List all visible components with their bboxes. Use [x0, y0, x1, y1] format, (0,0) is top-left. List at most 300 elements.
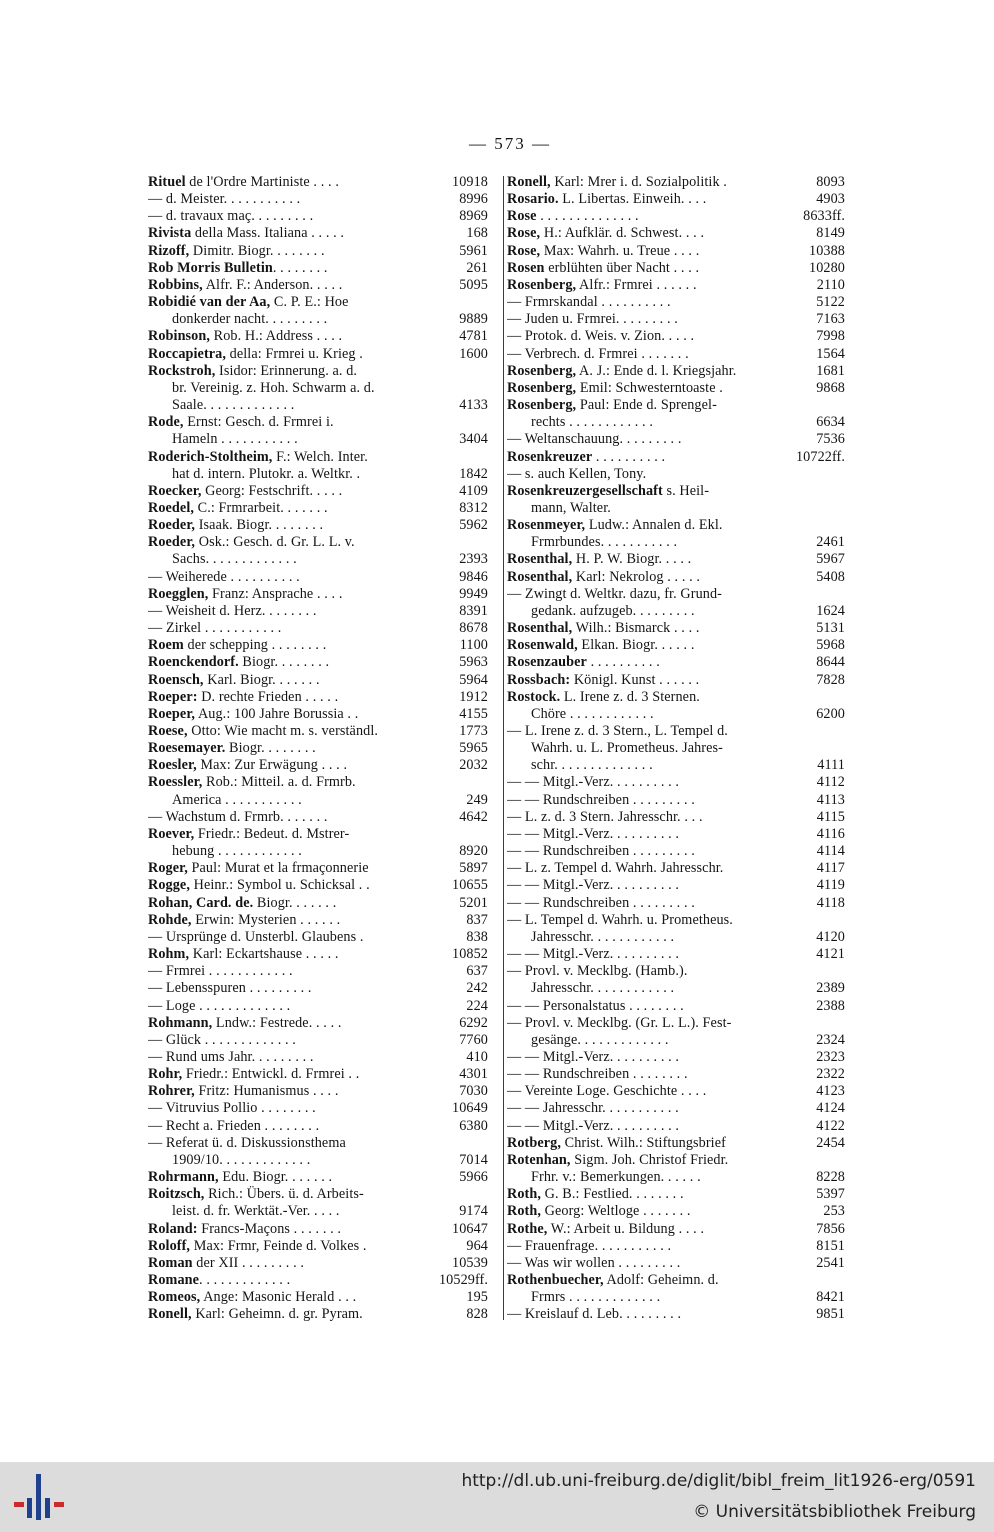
entry-text — [148, 1238, 488, 1255]
entry-text — [507, 294, 845, 311]
entry-number: 1912 — [456, 689, 488, 706]
index-entry — [148, 551, 488, 568]
entry-heading: Rotenhan, — [507, 1151, 571, 1168]
index-entry — [507, 603, 845, 620]
entry-text — [507, 1100, 845, 1117]
entry-text — [507, 637, 845, 654]
entry-title: hat d. intern. Plutokr. a. Weltkr. . — [172, 465, 361, 482]
entry-title: — Weiherede . . . . . . . . . . — [148, 568, 300, 585]
entry-heading: Roeder, — [148, 517, 196, 534]
entry-number: 4109 — [456, 483, 488, 500]
entry-number: 7536 — [813, 431, 845, 448]
entry-heading: Rosenkreuzer — [507, 448, 593, 465]
entry-text — [507, 654, 845, 671]
entry-number: 828 — [463, 1306, 488, 1323]
entry-text — [507, 963, 845, 980]
entry-text — [507, 431, 845, 448]
entry-number: 4133 — [456, 397, 488, 414]
index-entry — [507, 1135, 845, 1152]
entry-text — [148, 1289, 488, 1306]
index-entry — [507, 1083, 845, 1100]
index-entry — [507, 929, 845, 946]
entry-number: 964 — [463, 1238, 488, 1255]
index-entry — [507, 569, 845, 586]
index-entry — [507, 1100, 845, 1117]
entry-number: 4116 — [814, 826, 845, 843]
entry-number: 410 — [463, 1049, 488, 1066]
index-entry — [148, 963, 488, 980]
entry-number: 7163 — [813, 311, 845, 328]
index-entry — [148, 877, 488, 894]
entry-heading: Rose, — [507, 242, 541, 259]
entry-heading: Rosario. — [507, 191, 559, 208]
footer-bar — [0, 1462, 994, 1532]
entry-title: — Lebensspuren . . . . . . . . . — [148, 980, 312, 997]
entry-text — [148, 826, 488, 843]
entry-heading: Romane — [148, 1272, 200, 1288]
index-entry — [507, 877, 845, 894]
entry-text — [148, 260, 488, 277]
entry-title: — — Rundschreiben . . . . . . . . . — [507, 843, 695, 860]
index-entry — [507, 174, 845, 191]
entry-title: — — Personalstatus . . . . . . . . — [507, 997, 684, 1014]
entry-number: 5095 — [456, 277, 488, 294]
index-entry — [148, 1066, 488, 1083]
entry-number: 7856 — [813, 1221, 845, 1238]
entry-heading: Rothenbuecher, — [507, 1272, 604, 1288]
entry-text — [507, 1135, 845, 1152]
index-entry — [507, 809, 845, 826]
index-entry — [507, 431, 845, 448]
entry-title: Hameln . . . . . . . . . . . — [172, 431, 298, 448]
entry-title: Jahresschr. . . . . . . . . . . . — [531, 928, 675, 945]
entry-title: Friedr.: Entwickl. d. Frmrei . . — [182, 1066, 360, 1083]
index-entry — [507, 946, 845, 963]
entry-text — [148, 809, 488, 826]
index-entry — [148, 311, 488, 328]
index-entry — [507, 757, 845, 774]
entry-number: 10649 — [449, 1100, 488, 1117]
entry-heading: Rituel — [148, 174, 186, 190]
entry-title: America . . . . . . . . . . . — [172, 791, 302, 808]
entry-text — [148, 1135, 488, 1152]
entry-title: . . . . . . . . . . — [592, 448, 666, 465]
index-entry — [148, 1255, 488, 1272]
entry-text — [531, 706, 845, 723]
entry-title: Friedr.: Bedeut. d. Mstrer- — [194, 825, 350, 842]
entry-text — [148, 946, 488, 963]
entry-text — [507, 363, 845, 380]
entry-heading: Rosenberg, — [507, 379, 577, 396]
entry-title: — Provl. v. Mecklbg. (Hamb.). — [507, 963, 688, 980]
entry-text — [172, 397, 488, 414]
entry-title: Frmrbundes. . . . . . . . . . . — [531, 534, 678, 551]
index-entry — [507, 586, 845, 603]
entry-title: Wilh.: Bismarck . . . . — [572, 620, 700, 637]
entry-text — [172, 431, 488, 448]
index-entry — [148, 277, 488, 294]
entry-heading: Roever, — [148, 825, 195, 842]
entry-number: 7030 — [456, 1083, 488, 1100]
entry-text — [507, 277, 845, 294]
entry-text — [507, 1255, 845, 1272]
entry-title: F.: Welch. Inter. — [272, 448, 368, 465]
entry-text — [148, 637, 488, 654]
entry-heading: Rosenwald, — [507, 637, 578, 654]
entry-text — [148, 346, 488, 363]
index-entry — [507, 466, 845, 483]
index-entry — [148, 397, 488, 414]
index-entry — [148, 208, 488, 225]
index-entry — [148, 328, 488, 345]
entry-title: — d. travaux maç. . . . . . . . . — [148, 208, 314, 225]
entry-text — [172, 1152, 488, 1169]
entry-text — [531, 603, 845, 620]
index-entry — [507, 1306, 845, 1323]
entry-text — [531, 414, 845, 431]
entry-title: Biogr. . . . . . . . — [238, 654, 330, 671]
index-entry — [507, 740, 845, 757]
entry-title: G. B.: Festlied. . . . . . . . — [541, 1186, 684, 1203]
entry-text — [148, 1015, 488, 1032]
entry-text — [148, 723, 488, 740]
entry-text — [148, 860, 488, 877]
entry-title: Rob.: Mitteil. a. d. Frmrb. — [202, 774, 356, 791]
entry-text — [531, 1032, 845, 1049]
entry-heading: Rosenberg, — [507, 276, 577, 293]
entry-number: 10388 — [806, 243, 845, 260]
entry-text — [507, 1152, 845, 1169]
entry-number: 637 — [463, 963, 488, 980]
entry-number: 2324 — [813, 1032, 845, 1049]
index-entry — [507, 1238, 845, 1255]
entry-text — [507, 689, 845, 706]
entry-title: Georg: Weltloge . . . . . . . — [541, 1203, 691, 1220]
entry-number: 1624 — [813, 603, 845, 620]
entry-text — [172, 1203, 488, 1220]
entry-title: — — Rundschreiben . . . . . . . . — [507, 1066, 688, 1083]
entry-text — [507, 1083, 845, 1100]
entry-number: 6380 — [456, 1118, 488, 1135]
entry-number: 837 — [463, 912, 488, 929]
entry-number: 4119 — [814, 877, 845, 894]
entry-title: Franz: Ansprache . . . . — [208, 585, 343, 602]
index-entry — [148, 912, 488, 929]
entry-title: Karl: Mrer i. d. Sozialpolitik . — [550, 174, 727, 190]
entry-number: 4114 — [814, 843, 845, 860]
entry-text — [507, 672, 845, 689]
entry-text — [148, 328, 488, 345]
entry-number: 6200 — [813, 706, 845, 723]
entry-title: . . . . . . . . . . . . . — [199, 1272, 291, 1288]
entry-title: Max: Frmr, Feinde d. Volkes . — [190, 1237, 367, 1254]
entry-number: 2393 — [456, 551, 488, 568]
index-entry — [148, 569, 488, 586]
index-entry — [148, 517, 488, 534]
entry-text — [507, 843, 845, 860]
entry-heading: Rosenberg, — [507, 397, 577, 414]
entry-title: — Rund ums Jahr. . . . . . . . . — [148, 1048, 314, 1065]
entry-heading: Rohmann, — [148, 1014, 213, 1031]
index-entry — [507, 1118, 845, 1135]
entry-text — [507, 860, 845, 877]
entry-title: — — Mitgl.-Verz. . . . . . . . . . — [507, 774, 680, 791]
entry-text — [531, 757, 845, 774]
entry-title: Karl. Biogr. . . . . . . — [203, 671, 320, 688]
entry-number: 1100 — [457, 637, 488, 654]
index-entry — [148, 826, 488, 843]
entry-text — [148, 483, 488, 500]
entry-heading: Roese, — [148, 723, 188, 739]
entry-heading: Roesler, — [148, 757, 197, 774]
index-entry — [507, 243, 845, 260]
entry-number: 1564 — [813, 346, 845, 363]
index-entry — [507, 328, 845, 345]
entry-title: Max: Wahrh. u. Treue . . . . — [540, 242, 700, 259]
entry-text — [148, 1255, 488, 1272]
entry-number: 4642 — [456, 809, 488, 826]
entry-title: — Weisheit d. Herz. . . . . . . . — [148, 602, 317, 619]
entry-number: 7014 — [456, 1152, 488, 1169]
entry-title: Osk.: Gesch. d. Gr. L. L. v. — [195, 534, 355, 551]
entry-text — [148, 1118, 488, 1135]
entry-text — [507, 174, 845, 191]
index-entry — [148, 414, 488, 431]
index-entry — [507, 792, 845, 809]
entry-title: Sachs. . . . . . . . . . . . . — [172, 551, 297, 568]
index-entry — [507, 534, 845, 551]
entry-title: Christ. Wilh.: Stiftungsbrief — [561, 1134, 726, 1151]
index-entry — [507, 225, 845, 242]
entry-heading: Rosen — [507, 259, 545, 276]
entry-number: 9174 — [456, 1203, 488, 1220]
index-entry — [507, 912, 845, 929]
entry-text — [507, 569, 845, 586]
entry-title: — — Mitgl.-Verz. . . . . . . . . . — [507, 1048, 680, 1065]
entry-text — [148, 1221, 488, 1238]
index-entry — [148, 500, 488, 517]
entry-number: 8996 — [456, 191, 488, 208]
entry-title: — Provl. v. Mecklbg. (Gr. L. L.). Fest- — [507, 1014, 732, 1031]
entry-title: — Protok. d. Weis. v. Zion. . . . . — [507, 328, 695, 345]
entry-text — [148, 363, 488, 380]
entry-title: — — Mitgl.-Verz. . . . . . . . . . — [507, 946, 680, 963]
index-entry — [148, 843, 488, 860]
index-entry — [507, 860, 845, 877]
entry-text — [507, 998, 845, 1015]
ub-freiburg-logo-icon — [14, 1472, 64, 1522]
entry-text — [148, 620, 488, 637]
entry-title: schr. . . . . . . . . . . . . . — [531, 757, 653, 774]
entry-number: 8093 — [813, 174, 845, 191]
entry-number: 8151 — [813, 1238, 845, 1255]
entry-number: 253 — [820, 1203, 845, 1220]
index-entry — [148, 225, 488, 242]
entry-heading: Roccapietra, — [148, 345, 227, 362]
entry-title: der XII . . . . . . . . . — [192, 1254, 305, 1271]
entry-title: . . . . . . . . . . — [586, 654, 660, 671]
entry-text — [507, 946, 845, 963]
entry-number: 10539 — [449, 1255, 488, 1272]
entry-heading: Rotberg, — [507, 1134, 561, 1151]
copyright-notice: © Universitätsbibliothek Freiburg — [693, 1502, 976, 1522]
entry-number: 5897 — [456, 860, 488, 877]
entry-number: 5201 — [456, 895, 488, 912]
index-entry — [507, 637, 845, 654]
entry-title: Saale. . . . . . . . . . . . . — [172, 397, 295, 414]
entry-text — [148, 929, 488, 946]
index-entry — [148, 998, 488, 1015]
entry-text — [507, 895, 845, 912]
entry-title: Aug.: 100 Jahre Borussia . . — [195, 705, 359, 722]
entry-title: C.: Frmrarbeit. . . . . . . — [194, 499, 328, 516]
entry-title: W.: Arbeit u. Bildung . . . . — [547, 1220, 705, 1237]
entry-text — [148, 895, 488, 912]
entry-title: — Frmrei . . . . . . . . . . . . — [148, 963, 293, 980]
entry-title: — Kreislauf d. Leb. . . . . . . . . — [507, 1306, 682, 1323]
entry-number: 5965 — [456, 740, 488, 757]
entry-number: 4113 — [814, 792, 845, 809]
index-entry — [148, 449, 488, 466]
entry-text — [531, 500, 845, 517]
entry-text — [507, 483, 845, 500]
entry-number: 10852 — [449, 946, 488, 963]
entry-text — [148, 654, 488, 671]
entry-text — [172, 551, 488, 568]
entry-number: 6292 — [456, 1015, 488, 1032]
entry-text — [172, 380, 488, 397]
entry-text — [507, 1066, 845, 1083]
index-entry — [148, 706, 488, 723]
entry-heading: Roegglen, — [148, 585, 209, 602]
entry-title: — Referat ü. d. Diskussionsthema — [148, 1134, 346, 1151]
entry-heading: Roem — [148, 637, 184, 654]
entry-title: Elkan. Biogr. . . . . . — [577, 637, 695, 654]
entry-heading: Rohde, — [148, 911, 192, 928]
entry-title: donkerder nacht. . . . . . . . . — [172, 311, 328, 328]
entry-heading: Roeper: — [148, 688, 198, 705]
entry-text — [148, 740, 488, 757]
entry-number: 6634 — [813, 414, 845, 431]
entry-number: 2461 — [813, 534, 845, 551]
index-entry — [148, 654, 488, 671]
entry-number: 5961 — [456, 243, 488, 260]
entry-heading: Rohrer, — [148, 1083, 195, 1100]
index-entry — [148, 672, 488, 689]
index-entry — [148, 1083, 488, 1100]
index-entry — [507, 843, 845, 860]
entry-heading: Rode, — [148, 414, 184, 431]
entry-title: — Frmrskandal . . . . . . . . . . — [507, 294, 671, 311]
entry-text — [507, 466, 845, 483]
entry-title: Wahrh. u. L. Prometheus. Jahres- — [531, 740, 723, 757]
index-entry — [148, 1221, 488, 1238]
entry-number: 7760 — [456, 1032, 488, 1049]
entry-title: Francs-Maçons . . . . . . . — [197, 1220, 342, 1237]
entry-text — [172, 466, 488, 483]
entry-title: . . . . . . . . — [272, 259, 328, 276]
entry-title: C. P. E.: Hoe — [270, 294, 349, 311]
entry-title: — L. Irene z. d. 3 Stern., L. Tempel d. — [507, 723, 728, 739]
entry-title: — Verbrech. d. Frmrei . . . . . . . — [507, 345, 689, 362]
entry-number: 5967 — [813, 551, 845, 568]
entry-text — [148, 225, 488, 242]
entry-number: 7828 — [813, 672, 845, 689]
entry-text — [148, 1049, 488, 1066]
index-entry — [507, 620, 845, 637]
entry-title: Sigm. Joh. Christof Friedr. — [570, 1151, 729, 1168]
entry-number: 10280 — [806, 260, 845, 277]
entry-text — [507, 1221, 845, 1238]
entry-title: Alfr.: Frmrei . . . . . . — [576, 276, 697, 293]
entry-heading: Roeper, — [148, 705, 196, 722]
entry-heading: Roderich-Stoltheim, — [148, 448, 273, 465]
entry-number: 9889 — [456, 311, 488, 328]
entry-text — [148, 1032, 488, 1049]
entry-number: 261 — [463, 260, 488, 277]
index-entry — [507, 397, 845, 414]
entry-heading: Robbins, — [148, 276, 203, 293]
index-entry — [507, 1015, 845, 1032]
index-entry — [507, 1255, 845, 1272]
entry-title: Königl. Kunst . . . . . . — [570, 671, 700, 688]
index-entry — [148, 1049, 488, 1066]
entry-number: 242 — [463, 980, 488, 997]
entry-title: — Zirkel . . . . . . . . . . . — [148, 620, 282, 637]
entry-heading: Ronell, — [507, 174, 551, 190]
index-entry — [148, 1100, 488, 1117]
entry-text — [507, 380, 845, 397]
entry-text — [148, 1169, 488, 1186]
index-entry — [507, 311, 845, 328]
entry-title: Georg: Festschrift. . . . . — [201, 482, 343, 499]
page-number: — 573 — — [469, 134, 551, 153]
permalink-url[interactable]: http://dl.ub.uni-freiburg.de/diglit/bibl_freim_lit1926-erg/0591 — [461, 1471, 976, 1491]
index-entry — [148, 294, 488, 311]
entry-title: Dimitr. Biogr. . . . . . . . — [189, 242, 325, 259]
entry-number: 10529ff. — [436, 1272, 488, 1289]
entry-title: Erwin: Mysterien . . . . . . — [191, 911, 341, 928]
entry-text — [507, 1118, 845, 1135]
entry-text — [148, 1100, 488, 1117]
entry-text — [507, 1238, 845, 1255]
index-entry — [507, 191, 845, 208]
index-entry — [507, 449, 845, 466]
index-entry — [148, 860, 488, 877]
index-entry — [148, 1169, 488, 1186]
entry-number: 3404 — [456, 431, 488, 448]
index-entry — [148, 1186, 488, 1203]
entry-title: Paul: Ende d. Sprengel- — [576, 397, 717, 414]
entry-title: erblühten über Nacht . . . . — [544, 259, 700, 276]
entry-title: — L. z. d. 3 Stern. Jahresschr. . . . — [507, 808, 703, 825]
entry-title: Emil: Schwesterntoaste . — [576, 379, 723, 396]
entry-title: — L. Tempel d. Wahrh. u. Prometheus. — [507, 911, 733, 928]
entry-heading: Rosenthal, — [507, 620, 573, 637]
entry-text — [148, 1083, 488, 1100]
entry-number: 1600 — [456, 346, 488, 363]
entry-title: rechts . . . . . . . . . . . . — [531, 414, 654, 431]
index-entry — [148, 1238, 488, 1255]
entry-text — [531, 1289, 845, 1306]
entry-number: 2454 — [813, 1135, 845, 1152]
entry-number: 4112 — [814, 774, 845, 791]
entry-number: 4903 — [813, 191, 845, 208]
index-entry — [507, 1169, 845, 1186]
entry-text — [507, 225, 845, 242]
entry-text — [148, 689, 488, 706]
entry-text — [507, 191, 845, 208]
